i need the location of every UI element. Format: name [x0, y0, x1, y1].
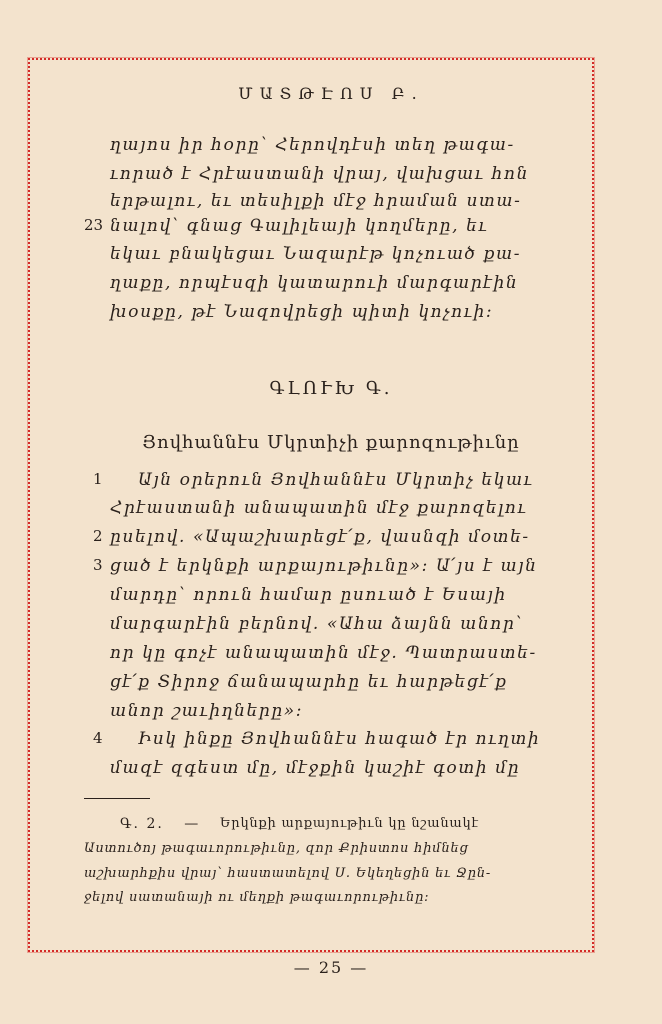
chapter-title: ԳԼՈՒԽ Գ. — [269, 378, 393, 399]
verse-number: 2 — [93, 527, 103, 545]
verse-number: 1 — [93, 470, 103, 488]
text-line: ըսելով. «Ապաշխարեցէ՛ք, վասնզի մօտե- — [110, 527, 530, 547]
footnote-dash: — — [184, 816, 201, 832]
text-line: եկաւ բնակեցաւ Նազարէթ կոչուած քա- — [110, 244, 522, 264]
running-head: ՄԱՏԹԷՈՍ Բ. — [238, 84, 424, 103]
verse-number: 4 — [93, 729, 103, 747]
page-number: — 25 — — [293, 958, 369, 977]
footnote-ref-label: Գ. 2. — [120, 816, 164, 832]
footnote-line: Աստուծոյ թագաւորութիւնը, զոր Քրիստոս հիմնեց — [84, 841, 469, 856]
text-line: խօսքը, թէ Նազովրեցի պիտի կոչուի: — [110, 302, 494, 322]
text-line: Հրէաստանի անապատին մէջ քարոզելու — [110, 498, 528, 518]
text-line: ւորած է Հրէաստանի վրայ, վախցաւ հոն — [110, 164, 530, 184]
footnote-line: աշխարհքիս վրայ՝ հաստատելով Ս. Եկեղեցին եւ Ջըն- — [84, 866, 492, 881]
footnote-rule — [84, 798, 150, 799]
text-line: Իսկ ինքը Յովհաննէս հագած էր ուղտի — [138, 729, 541, 749]
text-line: մարգարէին բերնով. «Ահա ձայնն անոր՝ — [110, 614, 524, 634]
text-line: Այն օրերուն Յովհաննէս Մկրտիչ եկաւ — [138, 470, 534, 490]
footnote-reference — [120, 816, 200, 832]
verse-number: 3 — [93, 556, 103, 574]
text-line: մազէ զգեստ մը, մէջքին կաշիէ գօտի մը — [110, 758, 521, 778]
footnote-line: ջելով սատանայի ու մեղքի թագաւորութիւնը: — [84, 890, 430, 905]
text-line: երթալու, եւ տեսիլքի մէջ հրաման ստա- — [110, 191, 522, 211]
verse-number: 23 — [84, 216, 104, 234]
section-title: Յովհաննէս Մկրտիչի քարոզութիւնը — [142, 432, 520, 453]
footnote-line: Երկնքի արքայութիւն կը նշանակէ — [220, 816, 479, 831]
text-line: նալով՝ գնաց Գալիլեայի կողմերը, եւ — [110, 216, 489, 236]
text-line: ցէ՛ք Տիրոջ ճանապարհը եւ հարթեցէ՛ք — [110, 672, 508, 692]
text-line: անոր շաւիղները»: — [110, 701, 304, 721]
text-line: ղաքը, որպէսզի կատարուի մարգարէին — [110, 273, 519, 293]
text-line: ցած է երկնքի արքայութիւնը»: Ա՛յս է այն — [110, 556, 538, 576]
text-line: մարդը՝ որուն համար ըսուած է Եսայի — [110, 585, 507, 605]
text-line: որ կը գոչէ անապատին մէջ. Պատրաստե- — [110, 643, 537, 663]
text-line: ղայոս իր հօրը՝ Հերովդէսի տեղ թագա- — [110, 135, 515, 155]
